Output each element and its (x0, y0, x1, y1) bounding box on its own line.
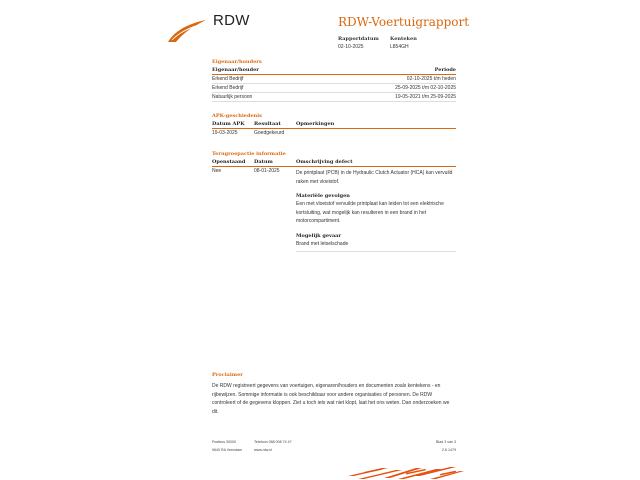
owners-col-owner: Eigenaar/houder (212, 67, 259, 73)
table-row (212, 129, 456, 137)
table-row (212, 93, 456, 102)
report-date-block (338, 36, 379, 50)
footer-phone: Telefoon 088 008 74 47 (254, 440, 292, 444)
apk-result-cell: Goedgekeurd (254, 130, 285, 136)
report-title: RDW-Voertuigrapport (338, 15, 470, 29)
disclaimer-title: Proclaimer (212, 372, 243, 378)
owners-header (212, 67, 456, 75)
license-plate-value: L854GH (390, 44, 409, 50)
footer-website[interactable]: www.rdw.nl (254, 448, 272, 452)
recall-col-desc: Omschrijving defect (296, 159, 353, 165)
apk-title: APK-geschiedenis (212, 113, 262, 119)
material-text: Een met vloeistof vervuilde printplaat kan leiden tot een elektrische kortsluiting, wat mogelijk kan resulteren in een brand in het motorcompartiment. (296, 201, 444, 224)
recall-desc: De printplaat (PCB) in de Hydraulic Clutch Actuator (HCA) kan vervuild raken met vloeistof. (296, 170, 453, 185)
footer-page: Blad 3 van 3 (436, 440, 456, 444)
recall-row (212, 167, 456, 252)
apk-date-cell: 19-03-2025 (212, 130, 238, 136)
footer-code: 2.6 1479 (442, 448, 456, 452)
decorative-stripes-icon (344, 466, 464, 480)
disclaimer-text: De RDW registreert gegevens van voertuigen, eigenaren/houders en documenten zoals kentekens - en rijbewijzen. Sommige informatie is ook beschikbaar voor andere organisaties of personen. De RDW controleert of de gegevens kloppen. Ziet u toch iets wat niet klopt, laat het ons weten. Dan onderzoeken we dit. (212, 383, 450, 415)
recall-desc-block (296, 168, 456, 252)
recall-header (212, 159, 456, 167)
owners-section (212, 59, 456, 102)
apk-col-result: Resultaat (254, 121, 281, 127)
rdw-logo-icon (166, 18, 208, 44)
recall-col-status: Openstaand (212, 159, 246, 165)
disclaimer-section (212, 372, 456, 416)
apk-section (212, 113, 456, 137)
brand-name: RDW (213, 12, 250, 29)
period-cell: 25-09-2025 t/m 02-10-2025 (395, 85, 456, 91)
owner-cell: Natuurlijk persoon (212, 94, 253, 100)
license-plate-label: Kenteken (390, 36, 417, 42)
apk-col-date: Datum APK (212, 121, 245, 127)
apk-header (212, 121, 456, 129)
danger-text: Brand met letselschade (296, 240, 349, 247)
recall-title: Terugroepactie informatie (212, 151, 286, 157)
owner-cell: Erkend Bedrijf (212, 76, 244, 82)
recall-status-cell: Nee (212, 168, 222, 174)
recall-date-cell: 08-01-2025 (254, 168, 280, 174)
footer-postbus: Postbus 30000 (212, 440, 236, 444)
owner-cell: Erkend Bedrijf (212, 85, 244, 91)
danger-title: Mogelijk gevaar (296, 232, 342, 239)
recall-section (212, 151, 456, 252)
table-row (212, 75, 456, 84)
footer-address: 9640 RA Veendam (212, 448, 242, 452)
period-cell: 02-10-2025 t/m heden (406, 76, 456, 82)
period-cell: 19-05-2021 t/m 25-09-2025 (395, 94, 456, 100)
owners-col-period: Periode (434, 67, 456, 73)
recall-col-date: Datum (254, 159, 273, 165)
table-row (212, 84, 456, 93)
material-title: Materiële gevolgen (296, 193, 350, 199)
license-plate-block (390, 36, 417, 50)
report-date-label: Rapportdatum (338, 36, 379, 42)
report-date-value: 02-10-2025 (338, 44, 364, 50)
apk-col-remarks: Opmerkingen (296, 121, 335, 127)
owners-title: Eigenaar/houders (212, 59, 262, 65)
